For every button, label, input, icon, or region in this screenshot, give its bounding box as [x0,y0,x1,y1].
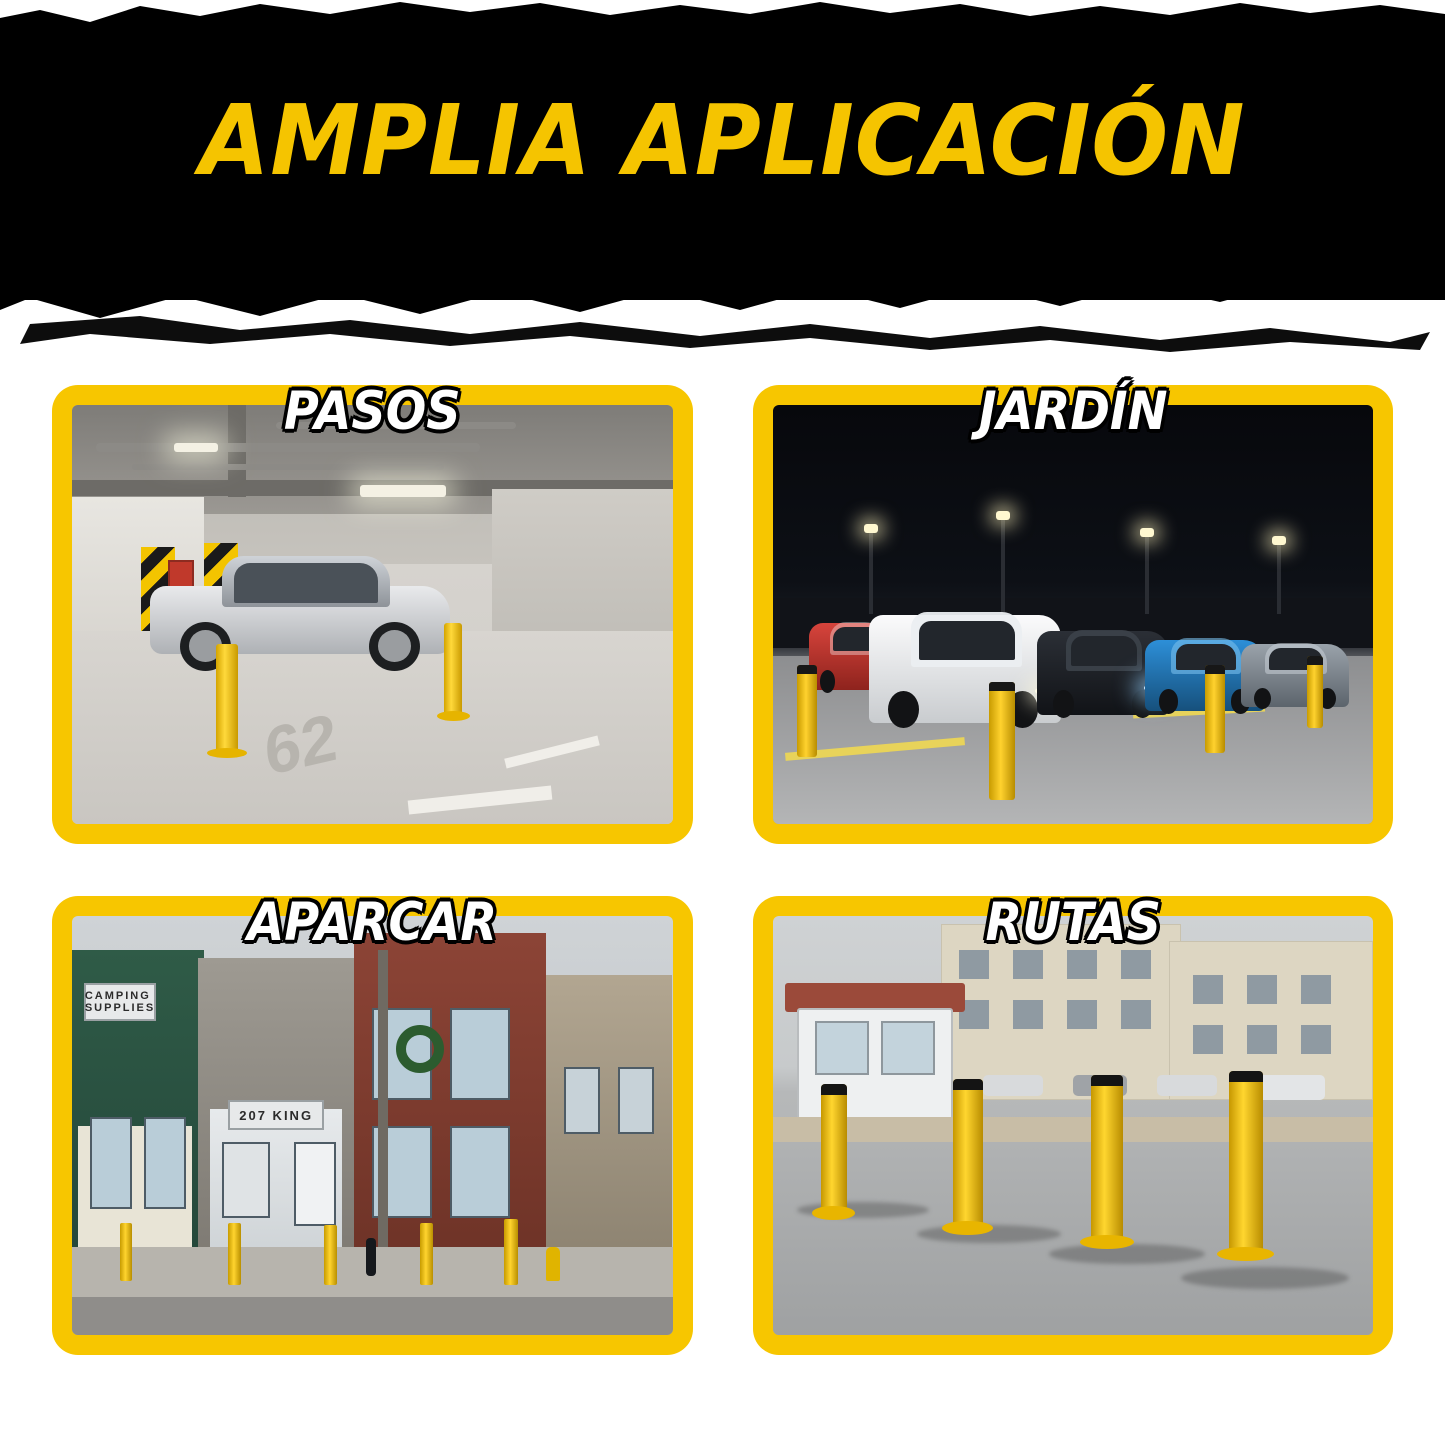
bollard-illustration [324,1225,337,1285]
bollard-illustration [216,644,238,752]
bollard-illustration [953,1079,983,1227]
hydrant-illustration [546,1247,560,1281]
car-illustration [150,556,450,673]
car-illustration [1253,1075,1325,1100]
page-title: AMPLIA APLICACIÓN [199,84,1246,197]
bollard-illustration [444,623,462,715]
bollard-illustration [797,665,817,757]
card-label-rutas: RUTAS [984,892,1161,953]
card-jardin[interactable] [753,381,1394,844]
card-label-pasos: PASOS [283,381,461,442]
card-pasos[interactable] [52,381,693,844]
bollard-illustration [989,682,1015,800]
photo-night-parking-lot [773,405,1374,824]
photo-city-street: CAMPING SUPPLIES 207 KING [72,916,673,1335]
car-illustration [869,615,1061,724]
bollard-illustration [1307,656,1323,728]
bollard-illustration [821,1084,847,1212]
car-illustration [983,1075,1043,1096]
car-illustration [1157,1075,1217,1096]
application-grid [0,360,1445,1400]
card-label-jardin: JARDÍN [978,381,1168,442]
torn-edge-top-decoration [0,0,1445,34]
bollard-illustration [504,1219,518,1285]
car-illustration [1241,644,1349,707]
photo-underground-garage: 62 [72,405,673,824]
bollard-illustration [1229,1071,1263,1253]
card-rutas[interactable] [753,892,1394,1355]
torn-edge-bottom-decoration [0,246,1445,356]
photo-bollards-pavement [773,916,1374,1335]
bollard-illustration [1091,1075,1123,1241]
bollard-illustration [1205,665,1225,753]
header-banner [0,0,1445,300]
card-aparcar[interactable] [52,892,693,1355]
card-label-aparcar: APARCAR [247,892,498,953]
bollard-illustration [420,1223,433,1285]
bollard-illustration [120,1223,132,1281]
bollard-illustration [228,1223,241,1285]
storefront-address-sign: 207 KING [228,1100,324,1129]
pedestrian-illustration [366,1238,376,1276]
